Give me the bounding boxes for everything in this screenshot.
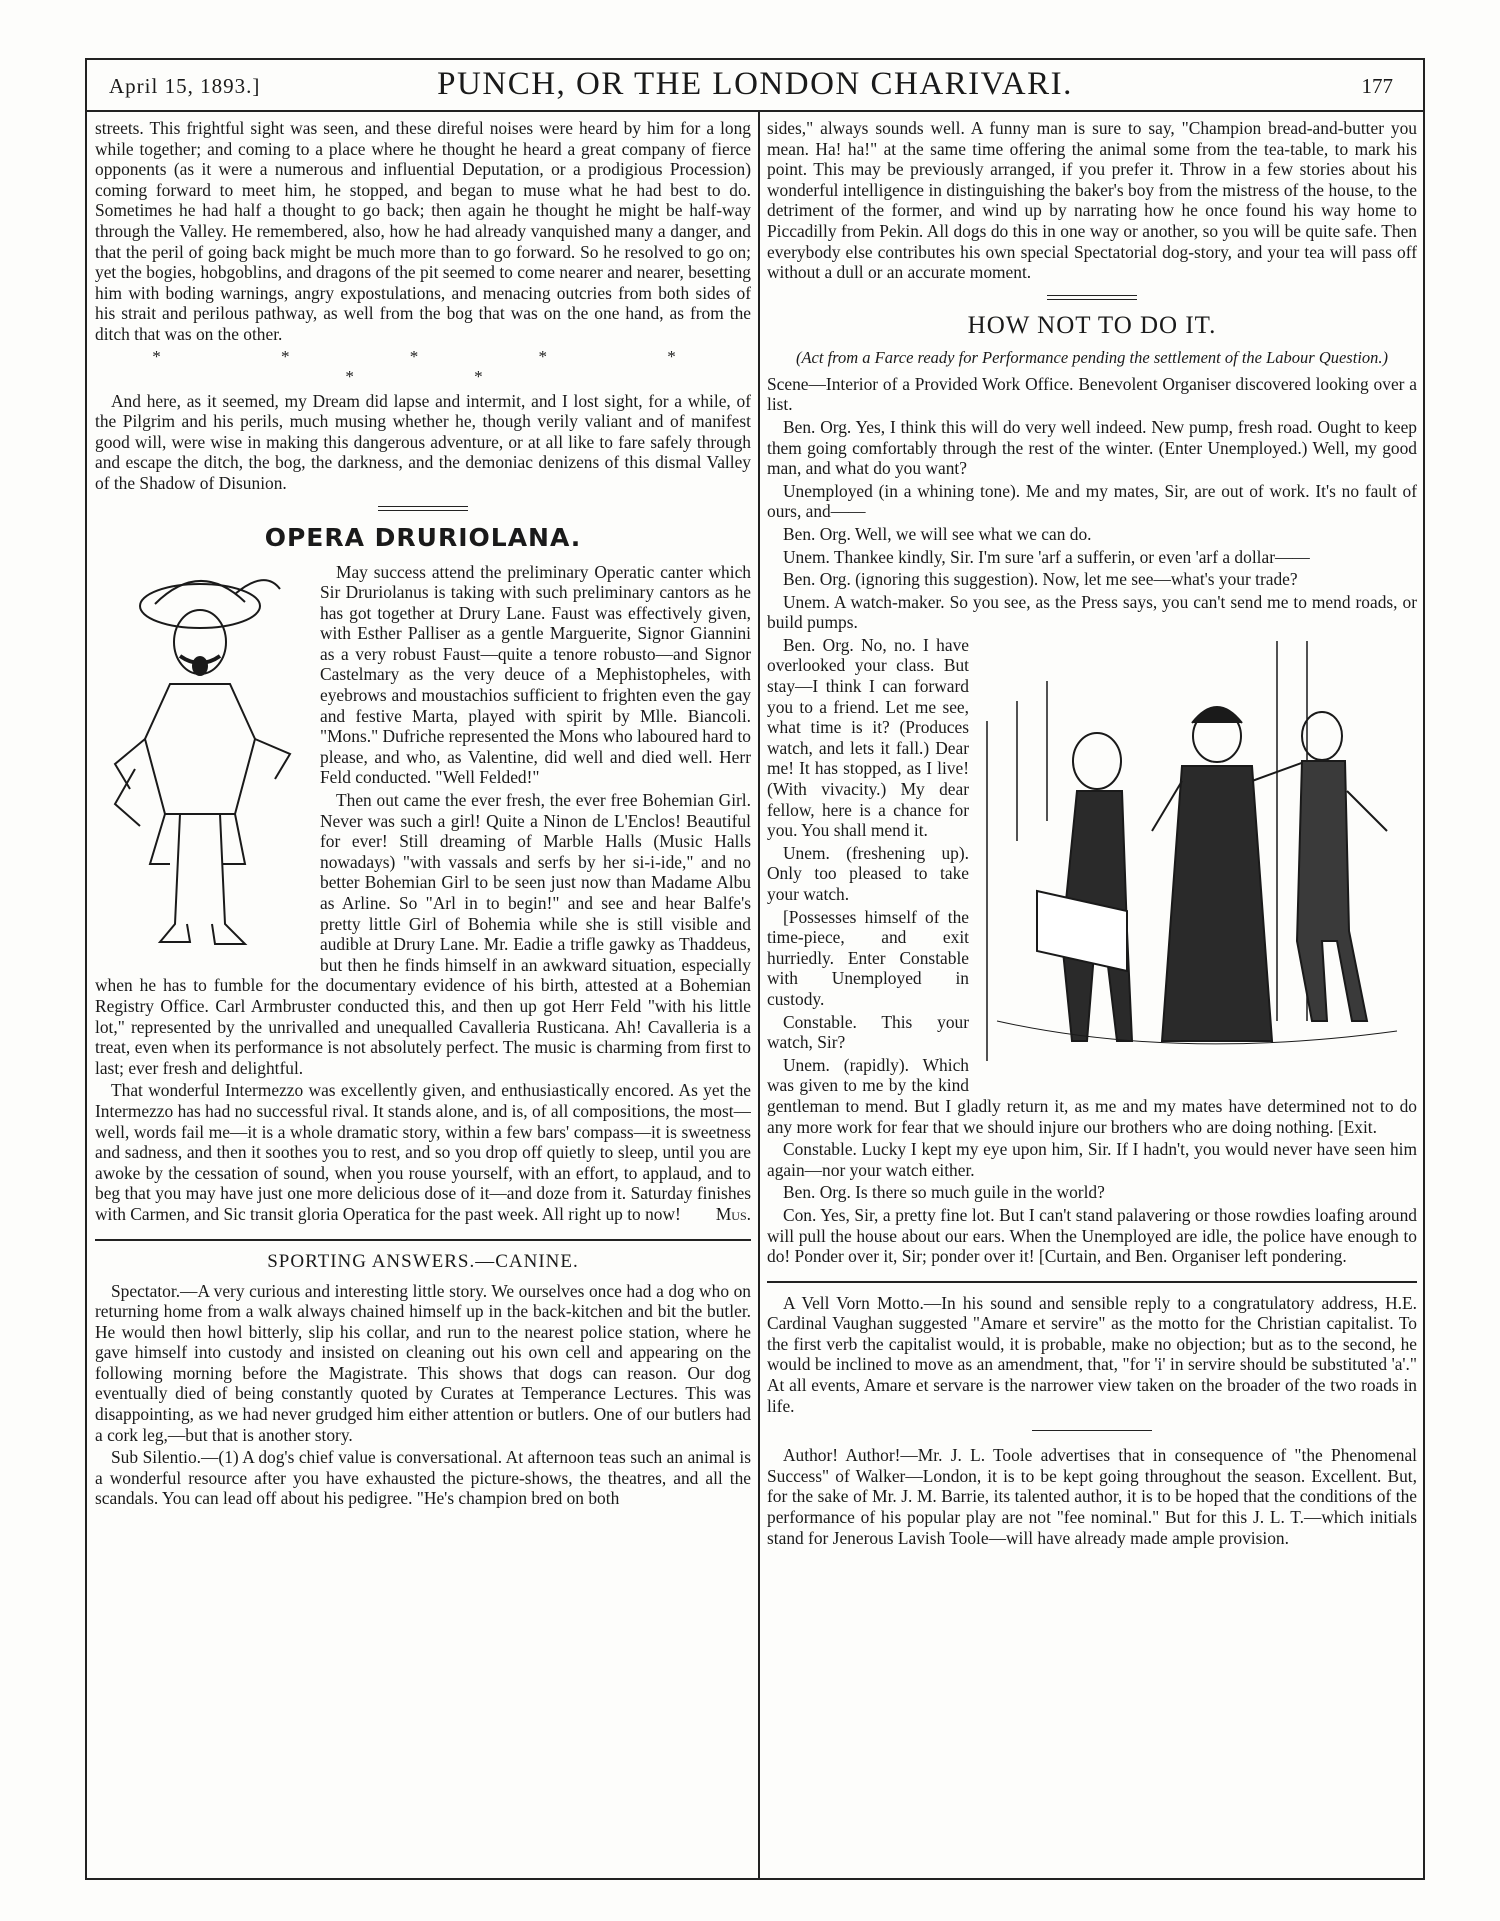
dialogue-line: Constable. Lucky I kept my eye upon him, Sir. If I hadn't, you would never have seen him again—nor your watch either. [767,1139,1417,1180]
motto-paragraph: A Vell Vorn Motto.—In his sound and sensible reply to a congratulatory address, H.E. Cardinal Vaughan suggested "Amare et servire" as the motto for the Christian capitalist. To the first verb the capitalist would, it is probable, make no objection; but as to the second, he would be inclined to move as an amendment, that, "for 'i' in servire should be substituted 'a'." At all events, Amare et servare is the narrower view taken on the broader of the two roads in life. [767,1292,1417,1416]
opera-heading: OPERA DRURIOLANA. [264,522,582,552]
sporting-continuation: sides," always sounds well. A funny man is sure to say, "Champion bread-and-butter you mean. Ha! ha!" at the same time offering the animal some from the tea-table, to mark his point. This may be previously arranged, if you prefer it. Throw in a few stories about his wonderful intelligence in distinguishing the baker's boy from the mistress of the house, to the detriment of the former, and wind up by narrating how he once found his way home to Piccadilly from Pekin. All dogs do this in one way or another, so you will be quite safe. Then everybody else contributes his own special Spectatorial dog-story, and your tea will pass off without a dull or an accurate moment. [767,118,1417,283]
dialogue-line: Unem. (freshening up). Only too pleased to take your watch. [767,842,969,904]
section-rule [767,1281,1417,1283]
section-stars: * * * * * * * [152,346,734,386]
dialogue-line [767,635,1417,841]
dialogue-line: Ben. Org. (ignoring this suggestion). Now, let me see—what's your trade? [783,569,1298,590]
column-divider [758,112,760,1878]
page-number: 177 [1361,74,1393,98]
dialogue-line: Ben. Org. Well, we will see what we can do. [783,523,1092,544]
section-divider [1032,1430,1152,1431]
dialogue-line: Con. Yes, Sir, a pretty fine lot. But I can't stand palavering or those rowdies loafing around will pull the house about our ears. When the Unemployed are idle, the police have enough to do! Ponder over it, Sir; ponder over it! [Curtain, and Ben. Organiser left pondering. [767,1204,1417,1267]
pilgrim-paragraph: streets. This frightful sight was seen, and these direful noises were heard by him for a long while together; and coming to a place where he thought he heard a great company of fierce opponents (as it were a numerous and influential Deputation, or a prodigious Procession) coming forward to meet him, he stopped, and began to muse what he had best to do. Sometimes he had half a thought to go back; then again he thought he might be half-way through the Valley. He remembered, also, how he had already vanquished many a danger, and that the peril of going back might be much more than to go forward. So he resolved to go on; yet the bogies, hobgoblins, and dragons of the pit seemed to come nearer and nearer, besetting him with boding warnings, angry expostulations, and menacing outcries from both sides of his strait and perilous pathway, as well from the bog that was on the one hand, as from the ditch that was on the other. [95,118,751,344]
sporting-heading: SPORTING ANSWERS.—CANINE. [267,1250,579,1272]
dialogue-line: Ben. Org. Yes, I think this will do very well indeed. New pump, fresh road. Ought to keep them going comfortably through the rest of the winter. (Enter Unemployed.) Well, my good man, and what do you want? [767,416,1417,479]
dialogue-line-text: Ben. Org. No, no. I have overlooked your class. But stay—I think I can forward you to a friend. Let me see, what time is it? (Produces watch, and lets it fall.) Dear me! It has stopped, as I live! (With vivacity.) My dear fellow, here is a chance for you. You shall mend it. [767,634,969,841]
dialogue-line: Constable. This your watch, Sir? [767,1011,969,1053]
newspaper-page [85,58,1425,1880]
constable-cartoon [977,641,1417,1071]
sporting-paragraph-2: Sub Silentio.—(1) A dog's chief value is conversational. At afternoon teas such an animal is a wonderful resource after you have exhausted the picture-shows, the theatres, and all the scandals. You can lead off about his pedigree. "He's champion bred on both [95,1447,751,1509]
right-column [767,118,1417,1872]
section-divider [378,506,468,511]
section-rule [95,1239,751,1241]
issue-date: April 15, 1893.] [109,74,261,98]
masthead [87,60,1423,112]
opera-paragraph-2: Then out came the ever fresh, the ever free Bohemian Girl. Never was such a girl! Quite a Ninon de L'Enclos! Beautiful for ever! Still dreaming of Marble Halls (Music Halls nowadays) "with vassals and serfs by her si-i-ide," and no better Bohemian Girl to be seen just now than Madame Albu as Arline. So "Arl in to begin!" and see and hear Balfe's pretty little Girl of Bohemia while she is still visible and audible at Drury Lane. Mr. Eadie a trifle gawky as Thaddeus, but then he finds himself in an awkward situation, especially when he has to fumble for the documentary evidence of his birth, attested at a Bohemian Registry Office. Carl Armbruster conducted this, and then up got Herr Feld "with his little lot," represented by the unrivalled and unequalled Cavalleria Rusticana. Ah! Cavalleria is a treat, even when its performance is not absolutely perfect. The music is charming from first to last; ever fresh and delightful. [95,790,751,1078]
opera-paragraph-1 [95,562,751,789]
publication-title: PUNCH, OR THE LONDON CHARIVARI. [437,66,1073,102]
mephistopheles-illustration [95,564,310,969]
pilgrim-paragraph-2: And here, as it seemed, my Dream did lapse and intermit, and I lost sight, for a while, of the Pilgrim and his perils, much musing whether he, though verily valiant and of manifest good will, were wise in making this dangerous adventure, or at all like to fare safely through and escape the ditch, the bog, the darkness, and the demoniac denizens of this dismal Valley of the Shadow of Disunion. [95,390,751,493]
author-paragraph: Author! Author!—Mr. J. L. Toole advertises that in consequence of "the Phenomenal Success" of Walker—London, it is to be kept going throughout the season. Excellent. But, for the sake of Mr. J. M. Barrie, its talented author, it is to be hoped that the conditions of the performance of his popular play are not "fee nominal." But for this J. L. T.—which initials stand for Jenerous Lavish Toole—will have already made ample provision. [767,1445,1417,1548]
left-column [95,118,751,1872]
howto-heading: HOW NOT TO DO IT. [967,311,1217,339]
opera-paragraph-3-text: That wonderful Intermezzo was excellently given, and enthusiastically encored. As yet the Intermezzo has had no successful rival. It stands alone, and is, of all compositions, the most—well, words fail me—it is a whole dramatic story, within a few bars' compass—it is sweetness and sadness, and then it soothes you to rest, and so you drop off quietly to sleep, until you are awoke by the cessation of sound, when you rouse yourself, with an effort, to applaud, and to beg that you may have just one more delicious dose of it—and doze from it. Saturday finishes with Carmen, and Sic transit gloria Operatica for the past week. All right up to now! [95,1080,751,1224]
stage-direction: [Possesses himself of the time-piece, and exit hurriedly. Enter Constable with Unemployed in custody. [767,906,969,1009]
opera-signature: Mus. [715,1203,751,1224]
opera-paragraph-1-text: May success attend the preliminary Operatic canter which Sir Druriolanus is taking with such preliminary cantors as he has got together at Drury Lane. Faust was effectively given, with Esther Palliser as a gentle Marguerite, Signor Giannini as a very robust Faust—quite a tenore robusto—and Signor Castelmary as the very deuce of a Mephistopheles, with eyebrows and moustachios sufficient to frighten even the gay and festive Marta, played with spirit by Mlle. Biancoli. "Mons." Dufriche represented the Mons who laboured hard to please, and who, as Valentine, did well and died well. Herr Feld conducted. "Well Felded!" [320,561,751,788]
scene-direction: Scene—Interior of a Provided Work Office. Benevolent Organiser discovered looking over a list. [767,373,1417,415]
sporting-paragraph-1: Spectator.—A very curious and interesting little story. We ourselves once had a dog who on returning home from a walk always chained himself up in the back-kitchen and bit the butler. He would then howl bitterly, slip his collar, and run to the nearest police station, where he gave himself into custody and insisted on cleaning out his own cell and appearing on the following morning before the Magistrate. This shows that dogs can reason. Our dog eventually died of being constantly quoted by Curates at Temperance Lectures. This was disappointing, as we had never grudged him either attention or butlers. One of our butlers had a cork leg,—but that is another story. [95,1280,751,1445]
dialogue-line: Ben. Org. Is there so much guile in the world? [783,1182,1105,1203]
dialogue-line: Unem. A watch-maker. So you see, as the Press says, you can't send me to mend roads, or build pumps. [767,591,1417,633]
dialogue-line: Unemployed (in a whining tone). Me and my mates, Sir, are out of work. It's no fault of ours, and—— [767,480,1417,522]
dialogue-line: Unem. Thankee kindly, Sir. I'm sure 'arf a sufferin, or even 'arf a dollar—— [783,546,1310,567]
howto-subtitle: (Act from a Farce ready for Performance pending the settlement of the Labour Question.) [795,347,1389,367]
section-divider [1047,295,1137,300]
opera-paragraph-3 [95,1080,751,1224]
dialogue-line: Unem. (rapidly). Which was given to me by the kind gentleman to mend. But I gladly return it, as me and my mates have determined not to do any more work for fear that we should injure our brothers who are doing nothing. [Exit. [767,1054,1417,1137]
